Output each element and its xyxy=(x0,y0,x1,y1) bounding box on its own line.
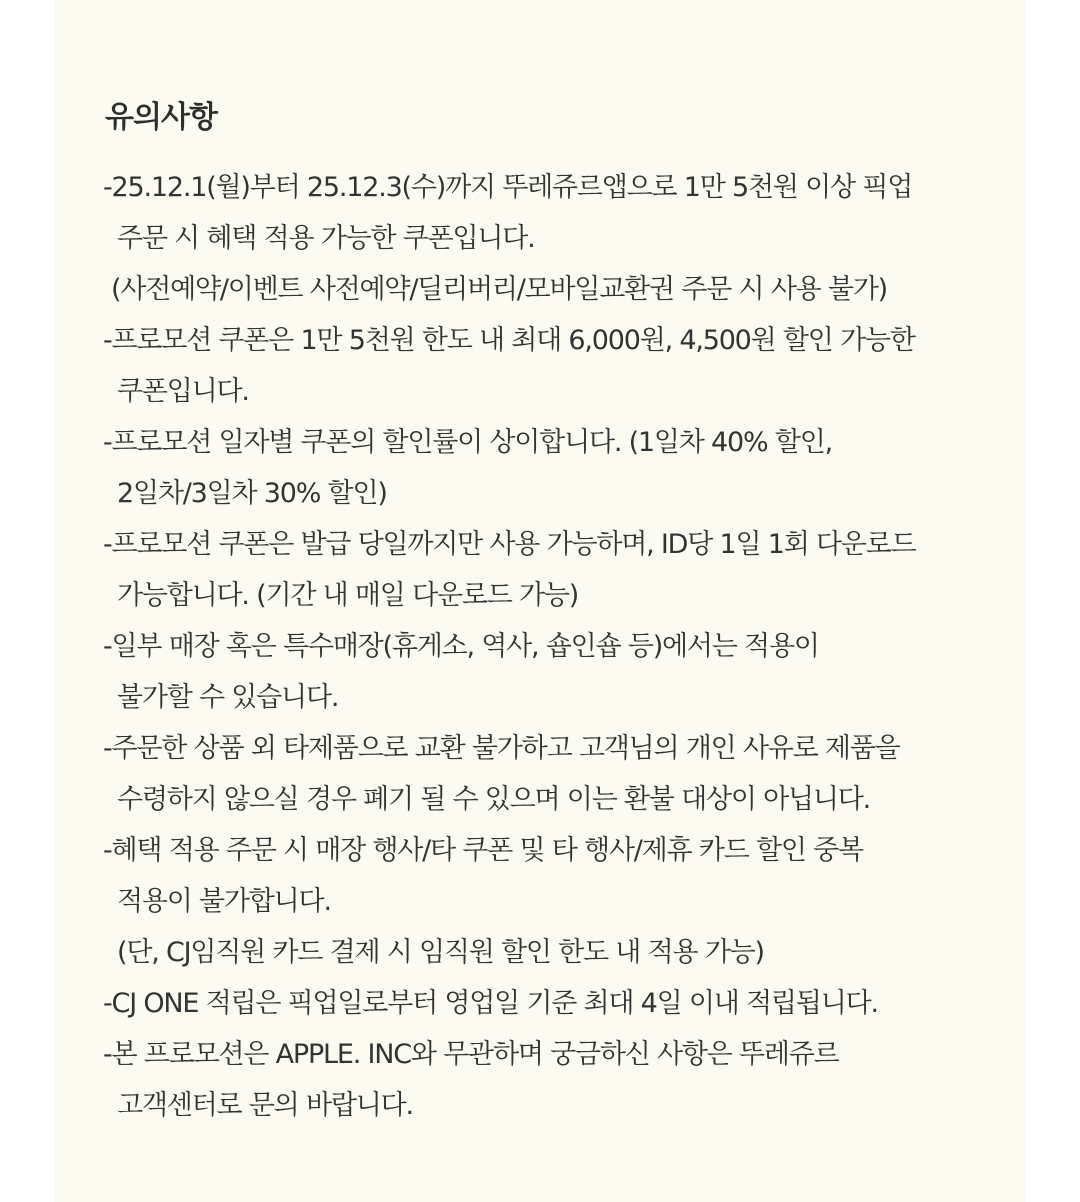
notice-line: 적용이 불가합니다. xyxy=(117,886,331,917)
notice-line: 수령하지 않으실 경우 폐기 될 수 있으며 이는 환불 대상이 아닙니다. xyxy=(117,784,871,815)
notice-line: 고객센터로 문의 바랍니다. xyxy=(117,1090,413,1121)
notice-line: -혜택 적용 주문 시 매장 행사/타 쿠폰 및 타 행사/제휴 카드 할인 중복 xyxy=(103,835,863,866)
notice-line: (사전예약/이벤트 사전예약/딜리버리/모바일교환권 주문 시 사용 불가) xyxy=(111,274,887,305)
notice-list xyxy=(103,162,916,1131)
notice-title: 유의사항 xyxy=(105,100,217,135)
notice-line: 가능합니다. (기간 내 매일 다운로드 가능) xyxy=(117,580,579,611)
notice-line: -CJ ONE 적립은 픽업일로부터 영업일 기준 최대 4일 이내 적립됩니다. xyxy=(103,988,878,1019)
notice-line: -25.12.1(월)부터 25.12.3(수)까지 뚜레쥬르앱으로 1만 5천원 이상 픽업 xyxy=(103,172,913,203)
notice-line: 2일차/3일차 30% 할인) xyxy=(117,478,387,509)
notice-line: 쿠폰입니다. xyxy=(117,376,249,407)
notice-line: 주문 시 혜택 적용 가능한 쿠폰입니다. xyxy=(117,223,535,254)
notice-line: -주문한 상품 외 타제품으로 교환 불가하고 고객님의 개인 사유로 제품을 xyxy=(103,733,900,764)
notice-line: (단, CJ임직원 카드 결제 시 임직원 할인 한도 내 적용 가능) xyxy=(117,937,764,968)
notice-line: -일부 매장 혹은 특수매장(휴게소, 역사, 숍인숍 등)에서는 적용이 xyxy=(103,631,819,662)
notice-line: 불가할 수 있습니다. xyxy=(117,682,339,713)
notice-line: -본 프로모션은 APPLE. INC와 무관하며 궁금하신 사항은 뚜레쥬르 xyxy=(103,1039,839,1070)
notice-line: -프로모션 일자별 쿠폰의 할인률이 상이합니다. (1일차 40% 할인, xyxy=(103,427,832,458)
notice-line: -프로모션 쿠폰은 1만 5천원 한도 내 최대 6,000원, 4,500원 할인 가능한 xyxy=(103,325,915,356)
notice-line: -프로모션 쿠폰은 발급 당일까지만 사용 가능하며, ID당 1일 1회 다운로드 xyxy=(103,529,916,560)
